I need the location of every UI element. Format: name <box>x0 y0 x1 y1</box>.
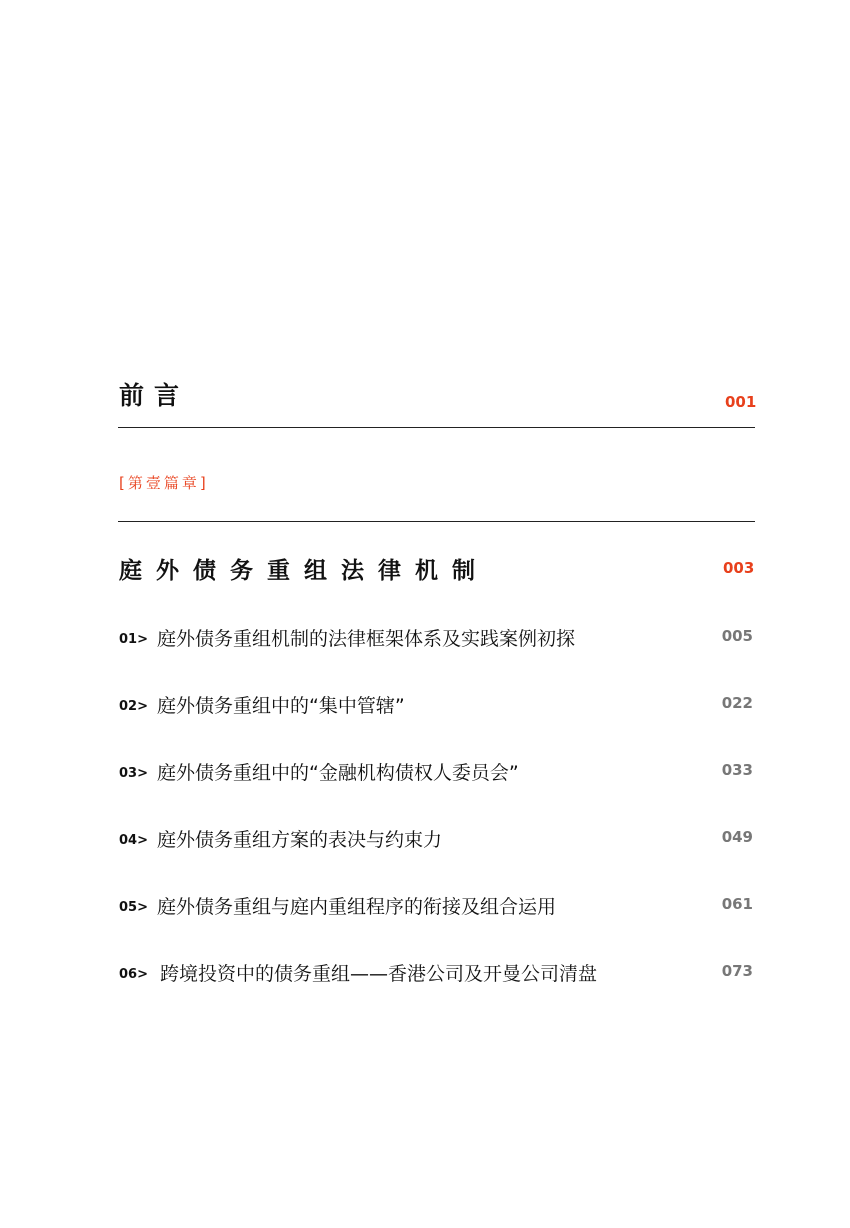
toc-entry-page: 022 <box>721 694 753 712</box>
toc-entry-number: 06> <box>119 967 148 982</box>
toc-entry-number: 03> <box>119 766 148 781</box>
toc-entry-title: 庭外债务重组方案的表决与约束力 <box>157 829 443 851</box>
toc-entry-title: 庭外债务重组机制的法律框架体系及实践案例初探 <box>157 628 576 650</box>
toc-entry <box>119 758 755 788</box>
divider-line <box>118 521 755 522</box>
chapter-page-number: 003 <box>723 559 755 577</box>
toc-entry-page: 033 <box>721 761 753 779</box>
toc-entry-number: 01> <box>119 632 148 647</box>
toc-entry <box>119 624 755 654</box>
toc-entry-page: 005 <box>721 627 753 645</box>
toc-entry-page: 073 <box>721 962 753 980</box>
toc-entry <box>119 959 755 989</box>
toc-entry-title: 跨境投资中的债务重组——香港公司及开曼公司清盘 <box>160 963 598 985</box>
toc-entry-page: 061 <box>721 895 753 913</box>
toc-entry-number: 05> <box>119 900 148 915</box>
toc-entry-number: 04> <box>119 833 148 848</box>
preface-title: 前言 <box>119 381 190 410</box>
toc-entry-title: 庭外债务重组中的“集中管辖” <box>157 695 405 717</box>
toc-entry <box>119 691 755 721</box>
toc-entry-page: 049 <box>721 828 753 846</box>
chapter-title: 庭外债务重组法律机制 <box>119 558 489 584</box>
toc-entry-title: 庭外债务重组中的“金融机构债权人委员会” <box>157 762 519 784</box>
toc-entry <box>119 892 755 922</box>
divider-line <box>118 427 755 428</box>
toc-entry-number: 02> <box>119 699 148 714</box>
preface-page-number: 001 <box>725 393 757 411</box>
toc-entry <box>119 825 755 855</box>
part-label: [第壹篇章] <box>119 474 209 492</box>
toc-entry-title: 庭外债务重组与庭内重组程序的衔接及组合运用 <box>157 896 557 918</box>
